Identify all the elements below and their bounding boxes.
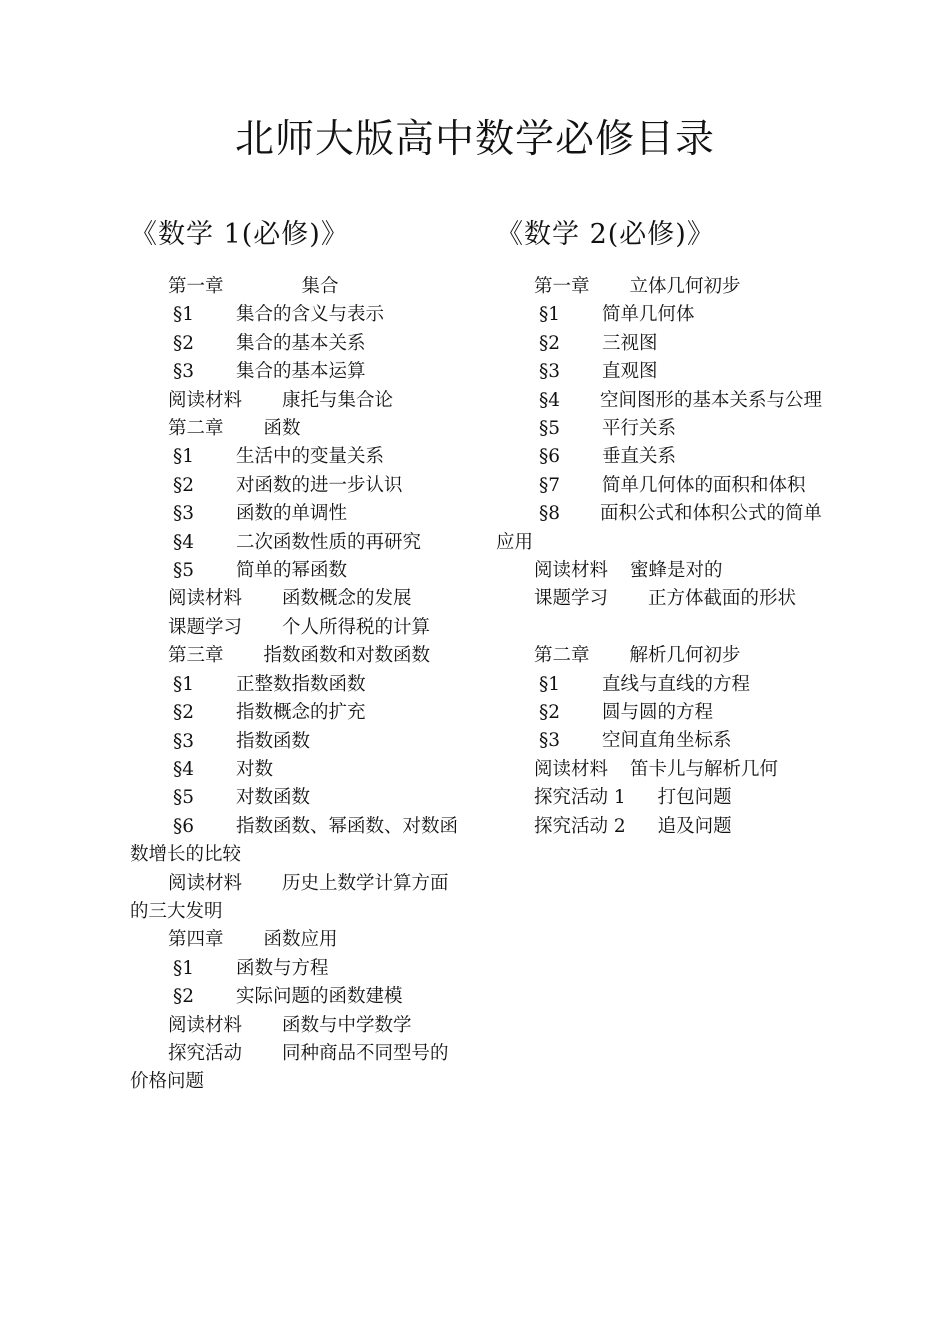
toc-label: §4 [173,531,195,553]
toc-label: §7 [539,474,561,496]
toc-title: 直观图 [602,361,658,383]
book2-heading: 《数学 2(必修)》 [496,219,715,250]
toc-section [496,727,826,755]
toc-label: §1 [173,957,195,979]
toc-section [130,699,460,727]
toc-title: 集合的含义与表示 [236,304,385,326]
toc-project [130,614,460,642]
toc-title: 个人所得税的计算 [282,616,431,638]
toc-chapter [496,273,826,301]
toc-label: 第一章 [534,276,590,297]
toc-label: 课题学习 [534,588,609,610]
toc-title: 直线与直线的方程 [602,673,751,695]
toc-section [496,415,826,443]
toc-chapter [130,642,460,670]
toc-label: §4 [173,758,195,780]
toc-reading [130,870,460,927]
toc-label: §6 [173,815,195,837]
toc-chapter [130,273,460,301]
toc-title: 集合 [301,276,339,297]
toc-title: 对函数的进一步认识 [236,474,403,496]
toc-label: 第一章 [168,276,224,297]
toc-title: 函数应用 [263,929,338,951]
toc-label: 探究活动 1 [534,787,626,809]
toc-chapter [496,642,826,670]
toc-title: 二次函数性质的再研究 [236,531,422,553]
toc-title: 指数函数、幂函数、对数函数增长的比较 [130,815,459,866]
toc-title: 函数 [263,418,301,440]
toc-section [130,443,460,471]
toc-section [496,387,826,415]
toc-title: 历史上数学计算方面的三大发明 [130,872,449,922]
toc-title: 生活中的变量关系 [236,446,385,468]
toc-label: 第二章 [534,645,590,667]
toc-project [496,585,826,613]
toc-section [496,358,826,386]
toc-label: 课题学习 [168,616,243,638]
toc-title: 笛卡儿与解析几何 [630,758,779,780]
toc-section [496,443,826,471]
toc-title: 对数 [236,758,274,780]
toc-title: 正整数指数函数 [236,673,366,695]
toc-label: §2 [173,332,195,354]
toc-label: §2 [173,702,195,724]
toc-title: 指数函数和对数函数 [263,645,431,667]
toc-title: 指数概念的扩充 [236,702,366,724]
toc-title: 函数与方程 [236,957,329,979]
toc-title: 函数概念的发展 [282,588,412,610]
toc-title: 面积公式和体积公式的简单应用 [496,503,823,553]
toc-section [130,813,460,870]
toc-section [130,983,460,1011]
toc-reading [130,585,460,613]
toc-section [496,301,826,329]
toc-title: 三视图 [602,332,658,354]
toc-label: §3 [173,361,195,383]
toc-chapter [130,926,460,954]
toc-title: 简单的幂函数 [236,560,348,582]
toc-section [130,358,460,386]
toc-label: 阅读材料 [534,758,609,780]
toc-title: 康托与集合论 [282,389,394,411]
toc-title: 空间图形的基本关系与公理 [600,389,823,411]
toc-section [130,955,460,983]
toc-title: 垂直关系 [602,446,677,468]
toc-title: 打包问题 [657,787,732,809]
toc-title: 简单几何体的面积和体积 [602,474,806,496]
toc-title: 函数的单调性 [236,503,348,525]
toc-label: §2 [173,474,195,496]
toc-reading [496,756,826,784]
toc-title: 空间直角坐标系 [602,730,732,752]
toc-title: 实际问题的函数建模 [236,986,403,1008]
toc-label: 阅读材料 [168,1014,243,1036]
toc-title: 蜜蜂是对的 [630,560,723,582]
toc-label: §3 [539,361,561,383]
toc-section [130,557,460,585]
toc-label: §5 [539,418,561,440]
toc-section [130,728,460,756]
toc-label: §1 [173,304,195,326]
toc-label: §5 [173,787,195,809]
toc-label: 第三章 [168,645,224,667]
toc-title: 平行关系 [602,418,677,440]
page-title: 北师大版高中数学必修目录 [234,117,715,162]
toc-label: 阅读材料 [168,389,243,411]
toc-label: 第四章 [168,929,224,951]
toc-title: 对数函数 [236,787,311,809]
toc-title: 立体几何初步 [629,276,741,297]
toc-title: 解析几何初步 [629,645,741,667]
toc-label: 探究活动 [168,1042,243,1064]
toc-label: 阅读材料 [168,872,243,894]
toc-label: §2 [173,986,195,1008]
toc-section [130,472,460,500]
book2-toc [496,213,826,841]
toc-label: §4 [539,389,561,411]
book1-heading: 《数学 1(必修)》 [130,219,349,250]
toc-label: 阅读材料 [168,588,243,610]
toc-label: §2 [539,702,561,724]
toc-activity [496,813,826,841]
toc-title: 正方体截面的形状 [648,588,797,610]
toc-label: §6 [539,446,561,468]
toc-label: §1 [173,446,195,468]
toc-label: §5 [173,560,195,582]
book1-toc [130,213,460,1097]
toc-section [496,330,826,358]
toc-section [496,671,826,699]
toc-label: §3 [173,503,195,525]
toc-label: §8 [539,503,561,525]
toc-section [130,500,460,528]
toc-activity [496,784,826,812]
toc-label: 阅读材料 [534,560,609,582]
toc-label: 探究活动 2 [534,815,626,837]
toc-section [130,301,460,329]
toc-title: 函数与中学数学 [282,1014,412,1036]
toc-title: 追及问题 [657,815,732,837]
toc-reading [130,1012,460,1040]
toc-section [496,699,826,727]
toc-section [130,784,460,812]
toc-label: §1 [539,673,561,695]
toc-section [130,756,460,784]
toc-reading [496,557,826,585]
toc-section [130,671,460,699]
toc-title: 简单几何体 [602,304,695,326]
toc-label: §2 [539,332,561,354]
toc-section [496,500,826,557]
toc-section [496,472,826,500]
toc-label: §1 [173,673,195,695]
toc-title: 集合的基本关系 [236,332,366,354]
toc-label: 第二章 [168,418,224,440]
toc-label: §3 [173,730,195,752]
toc-title: 集合的基本运算 [236,361,366,383]
toc-section [130,529,460,557]
toc-reading [130,387,460,415]
spacer [496,614,826,642]
toc-title: 同种商品不同型号的价格问题 [130,1042,449,1093]
toc-label: §3 [539,730,561,752]
toc-activity [130,1040,460,1097]
toc-chapter [130,415,460,443]
toc-title: 圆与圆的方程 [602,702,714,724]
toc-section [130,330,460,358]
toc-label: §1 [539,304,561,326]
toc-title: 指数函数 [236,730,311,752]
